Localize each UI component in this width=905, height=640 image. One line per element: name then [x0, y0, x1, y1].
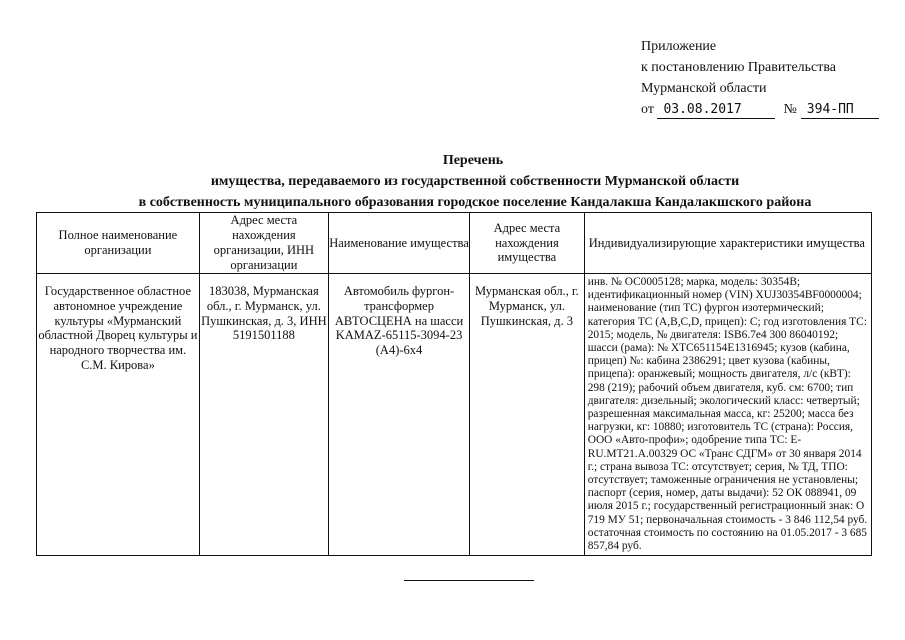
cell-property-address: Мурманская обл., г. Мурманск, ул. Пушкинская, д. 3 [470, 274, 585, 556]
cell-org-address: 183038, Мурманская обл., г. Мурманск, ул. Пушкинская, д. 3, ИНН 5191501188 [199, 274, 328, 556]
appendix-date-number [641, 99, 881, 120]
date-prefix: от [641, 102, 654, 117]
resolution-number: 394-ПП [801, 101, 879, 119]
table-header-row [37, 213, 872, 274]
property-table [36, 212, 872, 556]
appendix-resolution: к постановлению Правительства [641, 60, 837, 75]
header-characteristics: Индивидуализирующие характеристики имущества [584, 213, 871, 274]
header-org-address: Адрес места нахождения организации, ИНН организации [199, 213, 328, 274]
appendix-region: Мурманской области [641, 81, 767, 96]
cell-organization: Государственное областное автономное учреждение культуры «Мурманский областной Дворец культуры и народного творчества им. С.М. Кирова» [37, 274, 200, 556]
table-row [37, 274, 872, 556]
number-prefix: № [783, 102, 797, 117]
header-property-address: Адрес места нахождения имущества [470, 213, 585, 274]
header-property-name: Наименование имущества [328, 213, 469, 274]
title-line-1: Перечень [442, 153, 504, 168]
bottom-divider [404, 580, 534, 581]
title-line-2: имущества, передаваемого из государственной собственности Мурманской области [210, 174, 740, 189]
title-line-3: в собственность муниципального образования городское поселение Кандалакша Кандалакшского района [138, 195, 812, 210]
header-organization: Полное наименование организации [37, 213, 200, 274]
appendix-label: Приложение [641, 39, 717, 54]
cell-property-name: Автомобиль фургон-трансформер АВТОСЦЕНА на шасси KAMAZ-65115-3094-23 (A4)-6x4 [328, 274, 469, 556]
resolution-date: 03.08.2017 [657, 101, 775, 119]
appendix-block [641, 36, 881, 120]
cell-characteristics: инв. № ОС0005128; марка, модель: 30354B; идентификационный номер (VIN) XUJ30354BF0000004; наименование (тип ТС) фургон изотермический; категория ТС (A,B,C,D, прицеп): С; год изготовления ТС: 2015; модель, № двигателя: ISB6.7e4 300 86040192; шасси (рама): № XTC651154E1316945; кузов (кабина, прицеп) №: кабина 2386291; цвет кузова (кабины, прицепа): оранжевый; мощность двигателя, л/с (кВТ): 298 (219); рабочий объем двигателя, куб. см: 6700; тип двигателя: дизельный; экологический класс: четвертый; разрешенная максимальная масса, кг: 25200; масса без нагрузки, кг: 10880; изготовитель ТС (страна): Россия, ООО «Авто-профи»; одобрение типа ТС: E-RU.MT21.A.00329 ОС «Транс СДГМ» от 30 января 2014 г.; страна вывоза ТС: отсутствует; серия, № ТД, ТПО: отсутствует; таможенные ограничения не установлены; паспорт (серия, номер, даты выдачи): 52 ОК 088941, 09 июля 2015 г.; государственный регистрационный знак: О 719 МУ 51; первоначальная стоимость - 3 846 112,54 руб. остаточная стоимость по состоянию на 01.05.2017 - 3 685 857,84 руб. [584, 274, 871, 556]
document-title [40, 150, 905, 213]
